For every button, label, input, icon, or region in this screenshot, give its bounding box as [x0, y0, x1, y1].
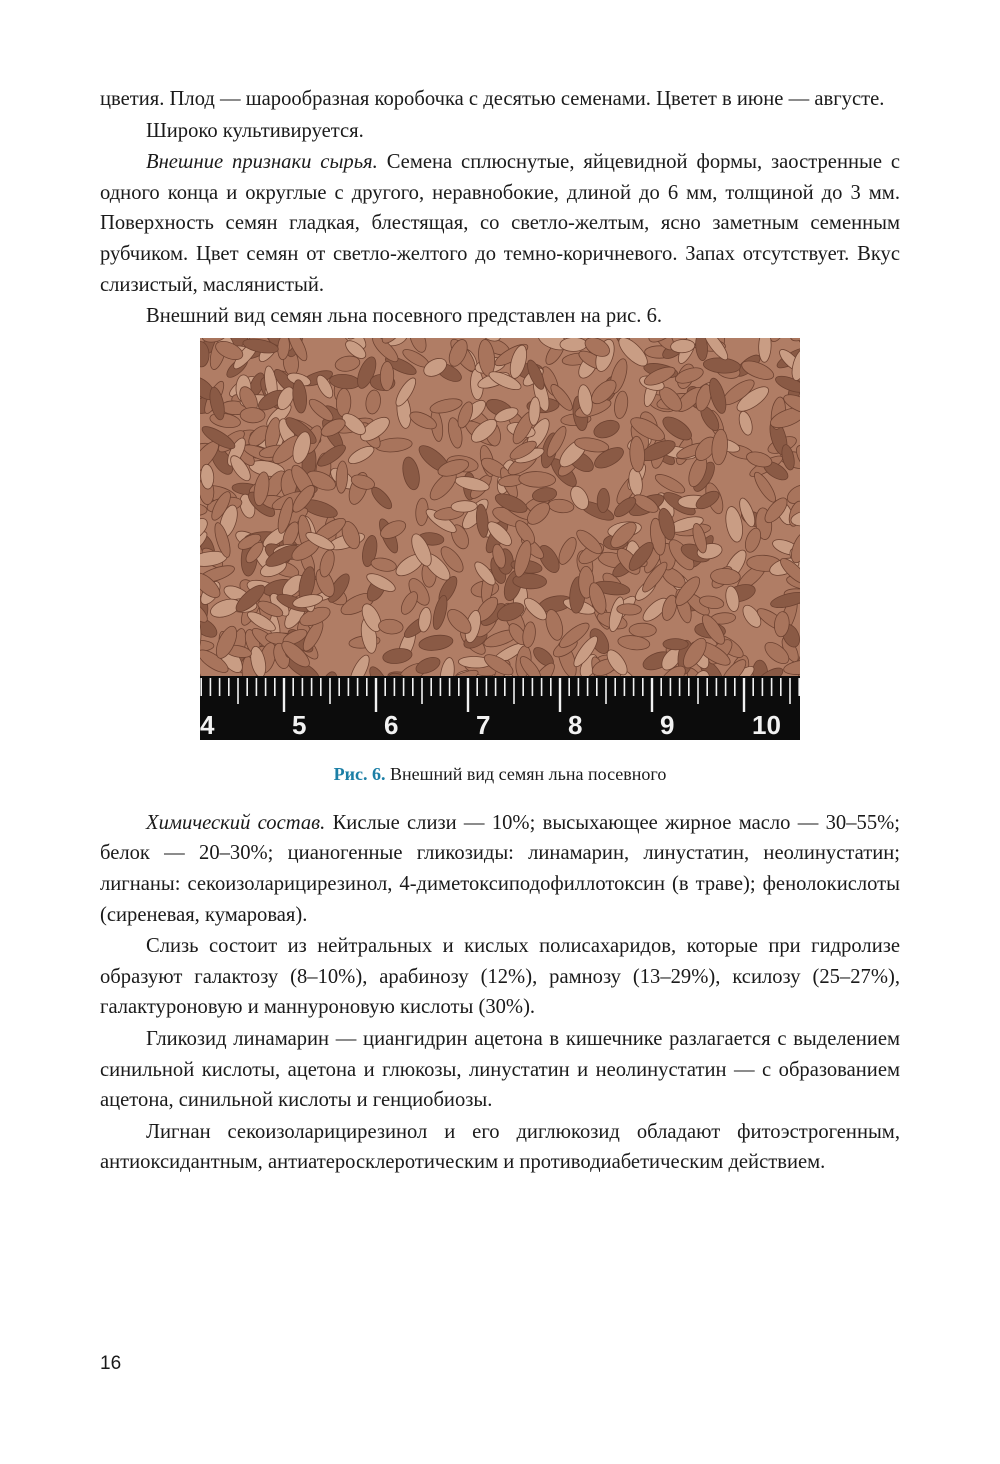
paragraph-linamarin: Гликозид линамарин — циангидрин ацетона в кишечнике разлагается с выделением синильной кислоты, ацетона и глюкозы, линустатин и неолинустатин — с образованием ацетона, синильной кислоты и генциобиозы. — [100, 1027, 900, 1112]
figure-caption-text: Внешний вид семян льна посевного — [385, 763, 667, 784]
chemical-composition-text: Кислые слизи — 10%; высыхающее жирное масло — 30–55%; белок — 20–30%; цианогенные гликозиды: линамарин, линустатин, неолинустатин; лигнаны: секоизоларицирезинол, 4-диметоксиподофиллотоксин (в траве); фенолокислоты (сиреневая, кумаровая). — [100, 811, 900, 926]
seed-shape — [737, 410, 755, 437]
ruler-number: 8 — [568, 709, 583, 740]
figure-label: Рис. 6. — [333, 763, 386, 784]
seed-shape — [787, 338, 800, 345]
seed-shape — [364, 389, 382, 415]
ruler-number: 10 — [752, 709, 781, 740]
seed-shape — [378, 618, 404, 635]
seed-shape — [429, 396, 464, 416]
seed-shape — [703, 356, 741, 374]
seed-shape — [555, 535, 579, 567]
flax-seeds-illustration — [200, 338, 800, 740]
raw-material-features-text: Семена сплюснутые, яйцевидной формы, заостренные с одного конца и округлые с другого, неравнобокие, длиной до 6 мм, толщиной до 3 мм. Поверхность семян гладкая, блестящая, со светло-желтым, ясно заметным семенным рубчиком. Цвет семян от светло-желтого до темно-коричневого. Запах отсутствует. Вкус слизистый, маслянистый. — [100, 151, 900, 296]
ruler-strip — [200, 676, 800, 740]
seed-shape — [591, 417, 621, 441]
seed-shape — [597, 488, 610, 513]
ruler-number: 4 — [200, 709, 215, 740]
heading-chemical-composition: Химический состав. — [146, 811, 326, 834]
paragraph-mucilage: Слизь состоит из нейтральных и кислых полисахаридов, которые при гидролизе образуют галактозу (8–10%), арабинозу (12%), рамнозу (13–29%), ксилозу (25–27%), галактуроновую и маннуроновую кислоты (30%). — [100, 935, 900, 1019]
seed-shape — [629, 623, 656, 637]
seed-shape — [543, 607, 566, 641]
ruler-number: 7 — [476, 709, 491, 740]
seed-shape — [710, 428, 728, 465]
paragraph-cultivation: Широко культивируется. — [146, 119, 364, 142]
paragraph-flowering: цветия. Плод — шарообразная коробочка с десятью семенами. Цветет в июне — августе. — [100, 88, 885, 110]
seed-shape — [560, 338, 587, 352]
seed-shape — [417, 606, 433, 632]
ruler-number: 6 — [384, 709, 399, 740]
seed-shape — [329, 373, 361, 390]
seed-shape — [475, 503, 490, 537]
paragraph-lignan: Лигнан секоизоларицирезинол и его диглюкозид обладают фитоэстрогенным, антиоксидантным, антиатеросклеротическим и противодиабетическим действием. — [100, 1120, 900, 1174]
page-number: 16 — [100, 1353, 122, 1374]
seed-shape — [519, 471, 556, 488]
seed-shape — [548, 498, 575, 514]
seed-shape — [418, 633, 454, 652]
paragraph-figure-reference: Внешний вид семян льна посевного представлен на рис. 6. — [146, 305, 663, 328]
page-body — [100, 84, 900, 1178]
ruler-number: 5 — [292, 709, 307, 740]
flax-seeds-photo — [200, 338, 800, 740]
seed-shape — [613, 390, 630, 419]
seed-shape — [380, 361, 394, 390]
paragraph-raw-material-features — [100, 147, 900, 300]
heading-raw-material-features: Внешние признаки сырья. — [146, 151, 378, 174]
paragraph-chemical-composition — [100, 808, 900, 930]
seed-shape — [430, 594, 449, 631]
seed-shape — [663, 638, 688, 650]
seed-shape — [400, 455, 422, 491]
ruler-number: 9 — [660, 709, 675, 740]
seed-shape — [375, 436, 413, 453]
figure-caption — [100, 762, 900, 786]
